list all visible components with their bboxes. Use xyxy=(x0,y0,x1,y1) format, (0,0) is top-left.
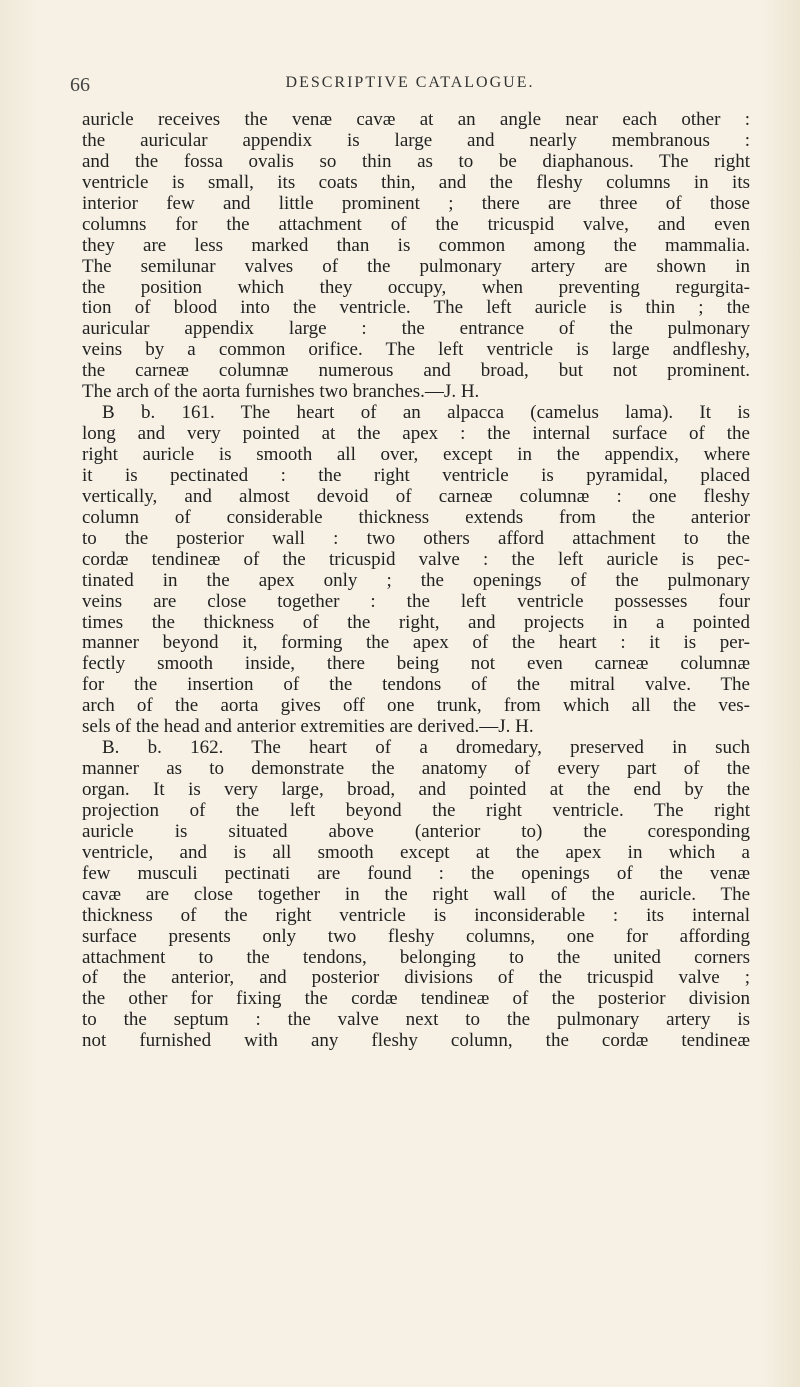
text-line: the other for fixing the cordæ tendineæ of the posterior division xyxy=(82,989,750,1010)
text-line: organ. It is very large, broad, and pointed at the end by the xyxy=(82,780,750,800)
text-line: column of considerable thickness extends from the anterior xyxy=(82,507,750,528)
text-line: veins by a common orifice. The left ventricle is large andfleshy, xyxy=(82,340,750,361)
text-line: cavæ are close together in the right wall of the auricle. The xyxy=(82,884,750,905)
text-line: surface presents only two fleshy columns, one for affording xyxy=(82,926,750,947)
text-line: of the anterior, and posterior divisions of the tricuspid valve ; xyxy=(82,968,750,989)
text-line: manner beyond it, forming the apex of the heart : it is per- xyxy=(82,633,750,654)
text-line: thickness of the right ventricle is inconsiderable : its internal xyxy=(82,905,750,926)
text-line: long and very pointed at the apex : the internal surface of the xyxy=(82,424,750,445)
text-line: The arch of the aorta furnishes two branches.—J. H. xyxy=(82,382,480,403)
text-line: the carneæ columnæ numerous and broad, but not prominent. xyxy=(82,361,750,382)
text-line: the auricular appendix is large and nearly membranous : xyxy=(82,130,750,151)
text-line: auricle is situated above (anterior to) the coresponding xyxy=(82,821,750,842)
text-line: for the insertion of the tendons of the mitral valve. The xyxy=(82,675,750,696)
text-line: projection of the left beyond the right ventricle. The right xyxy=(82,800,750,821)
text-line: attachment to the tendons, belonging to the united corners xyxy=(82,947,750,968)
text-line: ventricle, and is all smooth except at the apex in which a xyxy=(82,842,750,863)
text-line: times the thickness of the right, and projects in a pointed xyxy=(82,612,750,633)
text-line: few musculi pectinati are found : the openings of the venæ xyxy=(82,863,750,884)
text-line: right auricle is smooth all over, except in the appendix, where xyxy=(82,445,750,465)
text-line: tion of blood into the ventricle. The left auricle is thin ; the xyxy=(82,298,750,319)
text-line: sels of the head and anterior extremities are derived.—J. H. xyxy=(82,717,534,738)
text-line: manner as to demonstrate the anatomy of every part of the xyxy=(82,759,750,780)
text-line: columns for the attachment of the tricuspid valve, and even xyxy=(82,214,750,235)
text-line: veins are close together : the left ventricle possesses four xyxy=(82,591,750,612)
running-head: DESCRIPTIVE CATALOGUE. xyxy=(285,74,535,91)
text-line: the position which they occupy, when preventing regurgita- xyxy=(82,277,750,298)
body-text xyxy=(82,110,750,1052)
text-line: to the posterior wall : two others afford attachment to the xyxy=(82,528,750,549)
page-header xyxy=(70,74,750,98)
text-line: to the septum : the valve next to the pulmonary artery is xyxy=(82,1010,750,1031)
text-line: B. b. 162. The heart of a dromedary, preserved in such xyxy=(102,738,750,759)
text-line: arch of the aorta gives off one trunk, from which all the ves- xyxy=(82,696,750,717)
text-line: auricle receives the venæ cavæ at an angle near each other : xyxy=(82,110,750,130)
text-line: B b. 161. The heart of an alpacca (camelus lama). It is xyxy=(102,403,750,424)
text-line: auricular appendix large : the entrance of the pulmonary xyxy=(82,319,750,340)
text-line: they are less marked than is common among the mammalia. xyxy=(82,235,750,256)
text-line: interior few and little prominent ; there are three of those xyxy=(82,193,750,214)
text-line: it is pectinated : the right ventricle is pyramidal, placed xyxy=(82,465,750,486)
text-line: The semilunar valves of the pulmonary artery are shown in xyxy=(82,256,750,277)
text-line: cordæ tendineæ of the tricuspid valve : the left auricle is pec- xyxy=(82,549,750,570)
text-line: and the fossa ovalis so thin as to be diaphanous. The right xyxy=(82,151,750,172)
text-line: tinated in the apex only ; the openings of the pulmonary xyxy=(82,570,750,591)
text-line: ventricle is small, its coats thin, and the fleshy columns in its xyxy=(82,172,750,193)
text-line: fectly smooth inside, there being not even carneæ columnæ xyxy=(82,654,750,675)
page-number: 66 xyxy=(70,74,90,96)
text-line: vertically, and almost devoid of carneæ columnæ : one fleshy xyxy=(82,486,750,507)
text-line: not furnished with any fleshy column, the cordæ tendineæ xyxy=(82,1031,750,1052)
